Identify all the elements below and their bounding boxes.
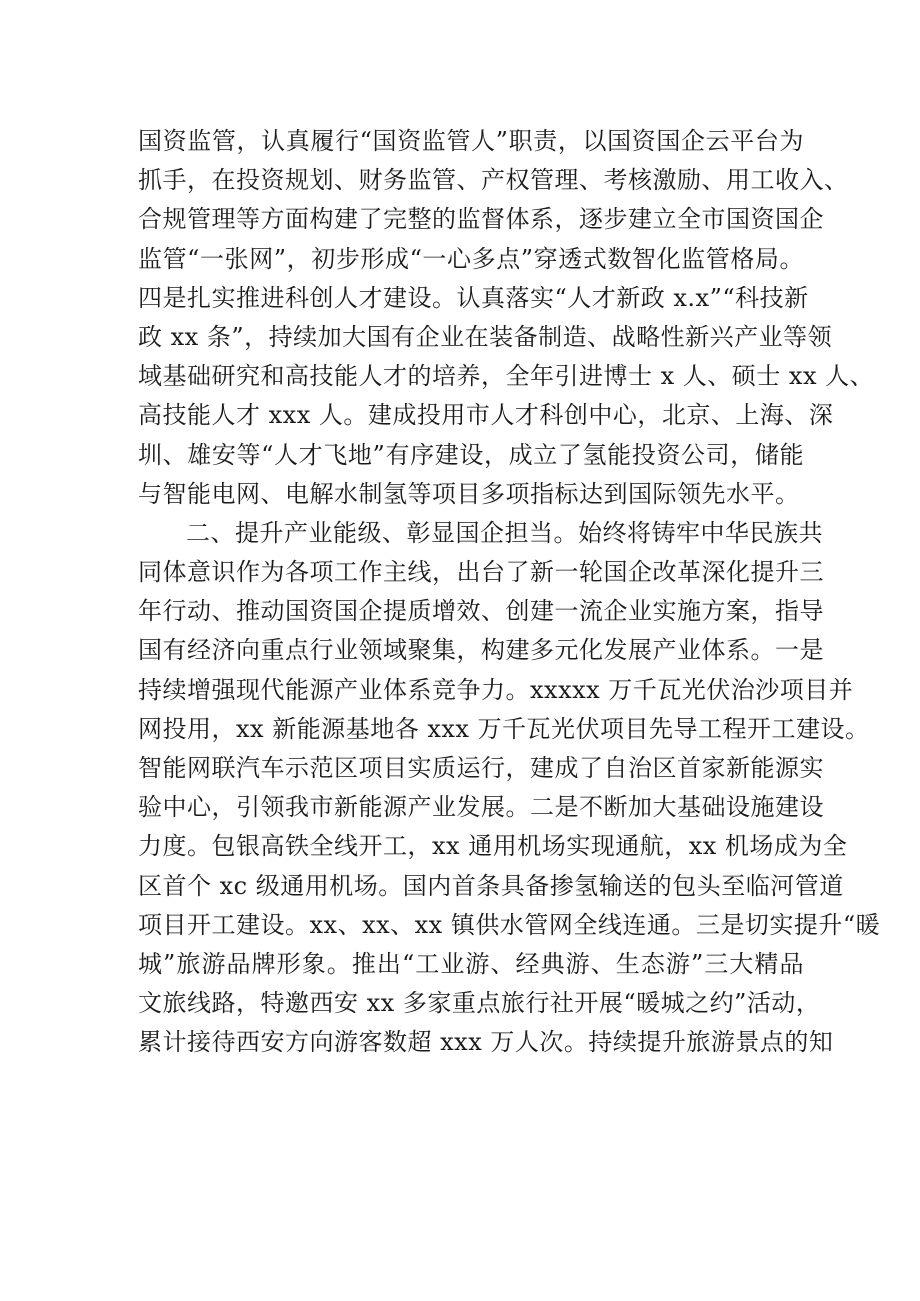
text-line: 与智能电网、电解水制氢等项目多项指标达到国际领先水平。 xyxy=(138,479,800,508)
text-line: 国有经济向重点行业领域聚集，构建多元化发展产业体系。一是 xyxy=(138,636,824,665)
text-line: 国资监管，认真履行“国资监管人”职责，以国资国企云平台为 xyxy=(138,127,804,155)
text-line: 同体意识作为各项工作主线，出台了新一轮国企改革深化提升三 xyxy=(138,558,824,587)
text-line: 圳、雄安等“人才飞地”有序建设，成立了氢能投资公司，储能 xyxy=(138,440,804,469)
text-line: 文旅线路，特邀西安 xx 多家重点旅行社开展“暖城之约”活动， xyxy=(138,989,821,1018)
text-line: 政 xx 条”，持续加大国有企业在装备制造、战略性新兴产业等领 xyxy=(138,322,833,351)
text-line: 网投用，xx 新能源基地各 xxx 万千瓦光伏项目先导工程开工建设。 xyxy=(138,714,870,743)
text-line: 高技能人才 xxx 人。建成投用市人才科创中心，北京、上海、深 xyxy=(138,401,834,430)
section-heading-line: 二、提升产业能级、彰显国企担当。始终将铸牢中华民族共 xyxy=(186,518,823,547)
text-line: 合规管理等方面构建了完整的监督体系，逐步建立全市国资国企 xyxy=(138,205,824,234)
text-line: 四是扎实推进科创人才建设。认真落实“人才新政 x.x”“科技新 xyxy=(138,283,809,312)
text-line: 力度。包银高铁全线开工，xx 通用机场实现通航，xx 机场成为全 xyxy=(138,832,848,861)
document-body-text xyxy=(138,122,881,1063)
text-line: 验中心，引领我市新能源产业发展。二是不断加大基础设施建设 xyxy=(138,793,824,822)
text-line: 监管“一张网”，初步形成“一心多点”穿透式数智化监管格局。 xyxy=(138,244,804,273)
text-line: 城”旅游品牌形象。推出“工业游、经典游、生态游”三大精品 xyxy=(138,949,804,978)
text-line: 区首个 xc 级通用机场。国内首条具备掺氢输送的包头至临河管道 xyxy=(138,871,844,900)
text-line: 域基础研究和高技能人才的培养，全年引进博士 x 人、硕士 xx 人、 xyxy=(138,362,875,391)
text-line: 智能网联汽车示范区项目实质运行，建成了自治区首家新能源实 xyxy=(138,754,824,782)
text-line: 持续增强现代能源产业体系竞争力。xxxxx 万千瓦光伏治沙项目并 xyxy=(138,675,854,704)
text-line: 累计接待西安方向游客数超 xxx 万人次。持续提升旅游景点的知 xyxy=(138,1028,834,1057)
text-line: 项目开工建设。xx、xx、xx 镇供水管网全线连通。三是切实提升“暖 xyxy=(138,910,881,939)
text-line: 年行动、推动国资国企提质增效、创建一流企业实施方案，指导 xyxy=(138,597,824,626)
text-line: 抓手，在投资规划、财务监管、产权管理、考核激励、用工收入、 xyxy=(138,166,849,195)
